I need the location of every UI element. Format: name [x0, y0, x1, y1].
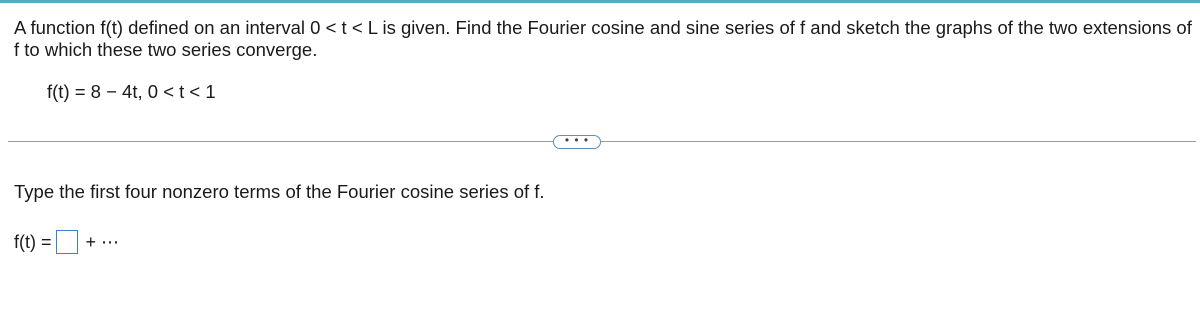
ellipsis-icon: • • • — [564, 133, 590, 147]
section-divider — [8, 141, 1196, 143]
expand-more-button[interactable] — [553, 135, 601, 149]
divider-line — [8, 141, 1196, 142]
top-accent-rule — [0, 0, 1200, 3]
answer-row — [14, 228, 119, 256]
question-instruction: Type the first four nonzero terms of the Fourier cosine series of f. — [14, 181, 545, 202]
series-continuation-label: + ⋯ — [85, 231, 120, 252]
cosine-series-answer-input[interactable] — [56, 230, 78, 254]
function-definition: f(t) = 8 − 4t, 0 < t < 1 — [47, 81, 216, 102]
problem-statement: A function f(t) defined on an interval 0 < t < L is given. Find the Fourier cosine and sine series of f and sketch the graphs of the two extensions of f to which these two series converge. — [14, 17, 1192, 60]
answer-lhs-label: f(t) = — [14, 231, 52, 252]
